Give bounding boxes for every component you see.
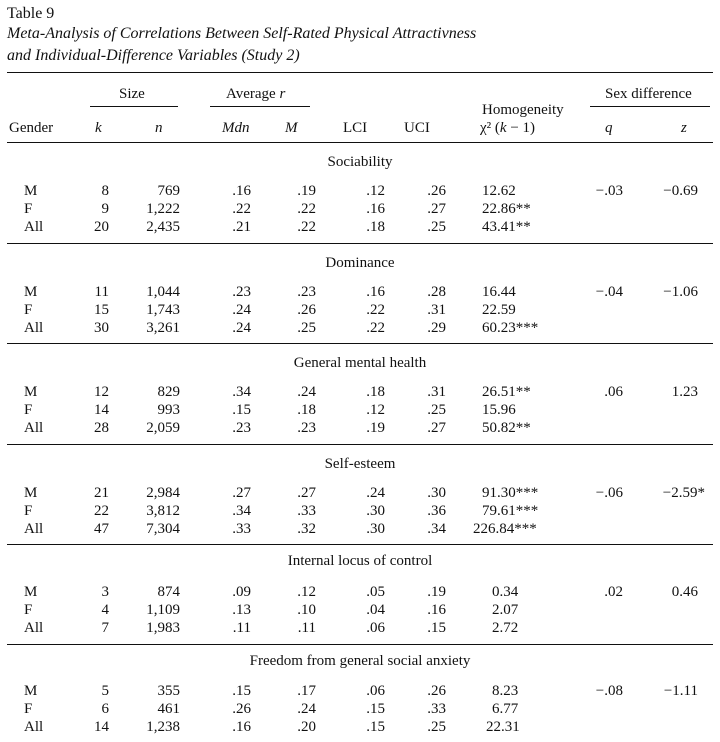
table-row	[0, 284, 720, 301]
cell-m: .24	[297, 384, 316, 400]
cell-chi: 26.51**	[482, 384, 531, 400]
table-title-line-1: Meta-Analysis of Correlations Between Self-Rated Physical Attractivness	[7, 25, 477, 42]
section-rule	[7, 343, 713, 344]
cell-n: 3,812	[146, 503, 180, 519]
table-row	[0, 701, 720, 718]
cell-mdn: .34	[232, 384, 251, 400]
cell-lci: .05	[366, 584, 385, 600]
cell-uci: .34	[427, 521, 446, 537]
cell-lci: .16	[366, 201, 385, 217]
cell-lci: .30	[366, 521, 385, 537]
cell-lci: .15	[366, 719, 385, 735]
header-rule	[7, 142, 713, 143]
header-average-r: Average r	[226, 86, 286, 102]
cell-z: −1.11	[663, 683, 698, 699]
cell-gender: All	[24, 420, 44, 436]
cell-gender: F	[24, 602, 33, 618]
cell-k: 7	[101, 620, 109, 636]
cell-k: 12	[94, 384, 109, 400]
cell-chi: 22.59	[482, 302, 516, 318]
cell-z: −0.69	[663, 183, 698, 199]
table-row	[0, 201, 720, 218]
cell-lci: .18	[366, 384, 385, 400]
cell-q: .06	[604, 384, 623, 400]
cell-m: .17	[297, 683, 316, 699]
cell-k: 28	[94, 420, 109, 436]
section-rule	[7, 644, 713, 645]
cell-lci: .12	[366, 183, 385, 199]
section-title: Dominance	[325, 255, 395, 271]
cell-uci: .25	[427, 402, 446, 418]
cell-n: 993	[157, 402, 180, 418]
cell-n: 2,435	[146, 219, 180, 235]
cell-mdn: .16	[232, 719, 251, 735]
cell-chi: 22.86**	[482, 201, 531, 217]
cell-m: .23	[297, 420, 316, 436]
cell-chi: 0.34	[492, 584, 519, 600]
section-title: Internal locus of control	[287, 553, 433, 569]
cell-m: .27	[297, 485, 316, 501]
cell-k: 47	[94, 521, 109, 537]
cell-m: .18	[297, 402, 316, 418]
cell-chi: 226.84***	[473, 521, 537, 537]
cell-n: 2,059	[146, 420, 180, 436]
cell-k: 21	[94, 485, 109, 501]
header-chi-square: χ² (k − 1)	[480, 120, 536, 136]
table-row	[0, 620, 720, 637]
cell-m: .19	[297, 183, 316, 199]
cell-m: .22	[297, 201, 316, 217]
cell-k: 22	[94, 503, 109, 519]
cell-chi: 15.96	[482, 402, 516, 418]
cell-lci: .16	[366, 284, 385, 300]
table-row	[0, 402, 720, 419]
cell-n: 1,109	[146, 602, 180, 618]
cell-q: .02	[604, 584, 623, 600]
cell-k: 14	[94, 402, 109, 418]
table-row	[0, 384, 720, 401]
cell-lci: .06	[366, 620, 385, 636]
cell-chi: 50.82**	[482, 420, 531, 436]
cell-mdn: .13	[232, 602, 251, 618]
header-homogeneity: Homogeneity	[482, 102, 564, 118]
section-title: Freedom from general social anxiety	[249, 653, 471, 669]
table-row	[0, 584, 720, 601]
cell-m: .11	[297, 620, 316, 636]
table-title-line-2: and Individual-Difference Variables (Study 2)	[7, 47, 300, 64]
cell-lci: .19	[366, 420, 385, 436]
cell-m: .20	[297, 719, 316, 735]
table-row	[0, 183, 720, 200]
section-rule	[7, 243, 713, 244]
cell-gender: All	[24, 320, 44, 336]
section-rule	[7, 444, 713, 445]
cell-lci: .04	[366, 602, 385, 618]
cell-chi: 2.72	[492, 620, 519, 636]
size-rule	[90, 106, 178, 107]
section-rule	[7, 544, 713, 545]
header-q: q	[605, 120, 613, 136]
cell-uci: .27	[427, 201, 446, 217]
cell-lci: .24	[366, 485, 385, 501]
cell-uci: .31	[427, 384, 446, 400]
header-size: Size	[119, 86, 145, 102]
table-row	[0, 485, 720, 502]
header-gender: Gender	[9, 120, 54, 136]
cell-n: 461	[157, 701, 180, 717]
cell-m: .24	[297, 701, 316, 717]
cell-uci: .27	[427, 420, 446, 436]
cell-lci: .12	[366, 402, 385, 418]
cell-n: 1,044	[146, 284, 180, 300]
table-row	[0, 320, 720, 337]
cell-m: .23	[297, 284, 316, 300]
cell-k: 20	[94, 219, 109, 235]
table-row	[0, 302, 720, 319]
cell-k: 8	[101, 183, 109, 199]
cell-m: .25	[297, 320, 316, 336]
cell-lci: .22	[366, 320, 385, 336]
table-row	[0, 683, 720, 700]
cell-m: .33	[297, 503, 316, 519]
cell-uci: .30	[427, 485, 446, 501]
cell-lci: .18	[366, 219, 385, 235]
cell-gender: M	[24, 485, 38, 501]
cell-mdn: .33	[232, 521, 251, 537]
cell-z: −1.06	[663, 284, 698, 300]
cell-n: 1,983	[146, 620, 180, 636]
table-row	[0, 503, 720, 520]
table-row	[0, 219, 720, 236]
cell-z: 1.23	[671, 384, 698, 400]
cell-uci: .26	[427, 683, 446, 699]
cell-lci: .15	[366, 701, 385, 717]
cell-n: 2,984	[146, 485, 180, 501]
cell-mdn: .24	[232, 302, 251, 318]
cell-k: 15	[94, 302, 109, 318]
cell-m: .22	[297, 219, 316, 235]
table-row	[0, 602, 720, 619]
cell-uci: .36	[427, 503, 446, 519]
cell-mdn: .22	[232, 201, 251, 217]
cell-n: 355	[157, 683, 180, 699]
header-lci: LCI	[343, 120, 368, 136]
cell-gender: F	[24, 201, 33, 217]
cell-mdn: .24	[232, 320, 251, 336]
cell-k: 3	[101, 584, 109, 600]
cell-k: 11	[94, 284, 109, 300]
cell-mdn: .34	[232, 503, 251, 519]
cell-q: −.04	[595, 284, 623, 300]
cell-gender: F	[24, 701, 33, 717]
cell-uci: .33	[427, 701, 446, 717]
cell-mdn: .23	[232, 420, 251, 436]
cell-mdn: .26	[232, 701, 251, 717]
header-z: z	[681, 120, 687, 136]
top-rule	[7, 72, 713, 73]
cell-gender: M	[24, 683, 38, 699]
cell-k: 5	[101, 683, 109, 699]
cell-n: 1,238	[146, 719, 180, 735]
cell-gender: All	[24, 620, 44, 636]
header-k: k	[95, 120, 102, 136]
cell-chi: 16.44	[482, 284, 516, 300]
cell-gender: M	[24, 584, 38, 600]
cell-gender: All	[24, 219, 44, 235]
average-r-rule	[210, 106, 310, 107]
cell-n: 1,743	[146, 302, 180, 318]
section-title: General mental health	[293, 355, 427, 371]
cell-q: −.03	[595, 183, 623, 199]
cell-uci: .31	[427, 302, 446, 318]
cell-uci: .28	[427, 284, 446, 300]
cell-uci: .19	[427, 584, 446, 600]
cell-uci: .15	[427, 620, 446, 636]
cell-n: 3,261	[146, 320, 180, 336]
cell-mdn: .15	[232, 402, 251, 418]
cell-gender: F	[24, 302, 33, 318]
sex-difference-rule	[590, 106, 710, 107]
cell-n: 829	[157, 384, 180, 400]
cell-mdn: .27	[232, 485, 251, 501]
cell-uci: .16	[427, 602, 446, 618]
cell-gender: All	[24, 521, 44, 537]
cell-lci: .06	[366, 683, 385, 699]
cell-k: 30	[94, 320, 109, 336]
cell-chi: 6.77	[492, 701, 519, 717]
header-sex-difference: Sex difference	[605, 86, 692, 102]
cell-k: 4	[101, 602, 109, 618]
section-title: Sociability	[327, 154, 393, 170]
header-n: n	[155, 120, 163, 136]
cell-m: .10	[297, 602, 316, 618]
cell-m: .12	[297, 584, 316, 600]
cell-chi: 60.23***	[482, 320, 539, 336]
cell-chi: 2.07	[492, 602, 519, 618]
cell-chi: 22.31	[486, 719, 520, 735]
cell-chi: 8.23	[492, 683, 519, 699]
cell-chi: 43.41**	[482, 219, 531, 235]
cell-uci: .25	[427, 719, 446, 735]
cell-k: 6	[101, 701, 109, 717]
cell-q: −.08	[595, 683, 623, 699]
cell-mdn: .21	[232, 219, 251, 235]
cell-uci: .29	[427, 320, 446, 336]
cell-q: −.06	[595, 485, 623, 501]
cell-mdn: .16	[232, 183, 251, 199]
cell-lci: .22	[366, 302, 385, 318]
cell-k: 9	[101, 201, 109, 217]
cell-chi: 91.30***	[482, 485, 539, 501]
cell-mdn: .11	[232, 620, 251, 636]
cell-chi: 12.62	[482, 183, 516, 199]
header-mdn: Mdn	[222, 120, 250, 136]
cell-k: 14	[94, 719, 109, 735]
cell-uci: .25	[427, 219, 446, 235]
cell-m: .26	[297, 302, 316, 318]
table-number: Table 9	[7, 5, 55, 22]
cell-m: .32	[297, 521, 316, 537]
cell-gender: F	[24, 402, 33, 418]
cell-n: 7,304	[146, 521, 180, 537]
cell-mdn: .23	[232, 284, 251, 300]
cell-gender: F	[24, 503, 33, 519]
cell-n: 874	[157, 584, 180, 600]
table-row	[0, 420, 720, 437]
cell-gender: M	[24, 384, 38, 400]
header-m: M	[285, 120, 298, 136]
cell-z: −2.59*	[662, 485, 705, 501]
header-uci: UCI	[404, 120, 430, 136]
cell-mdn: .09	[232, 584, 251, 600]
cell-gender: M	[24, 284, 38, 300]
cell-chi: 79.61***	[482, 503, 539, 519]
cell-lci: .30	[366, 503, 385, 519]
cell-mdn: .15	[232, 683, 251, 699]
table-row	[0, 521, 720, 538]
table-row	[0, 719, 720, 736]
cell-n: 769	[157, 183, 180, 199]
cell-gender: All	[24, 719, 44, 735]
section-title: Self-esteem	[324, 456, 396, 472]
cell-n: 1,222	[146, 201, 180, 217]
cell-uci: .26	[427, 183, 446, 199]
cell-gender: M	[24, 183, 38, 199]
cell-z: 0.46	[671, 584, 698, 600]
